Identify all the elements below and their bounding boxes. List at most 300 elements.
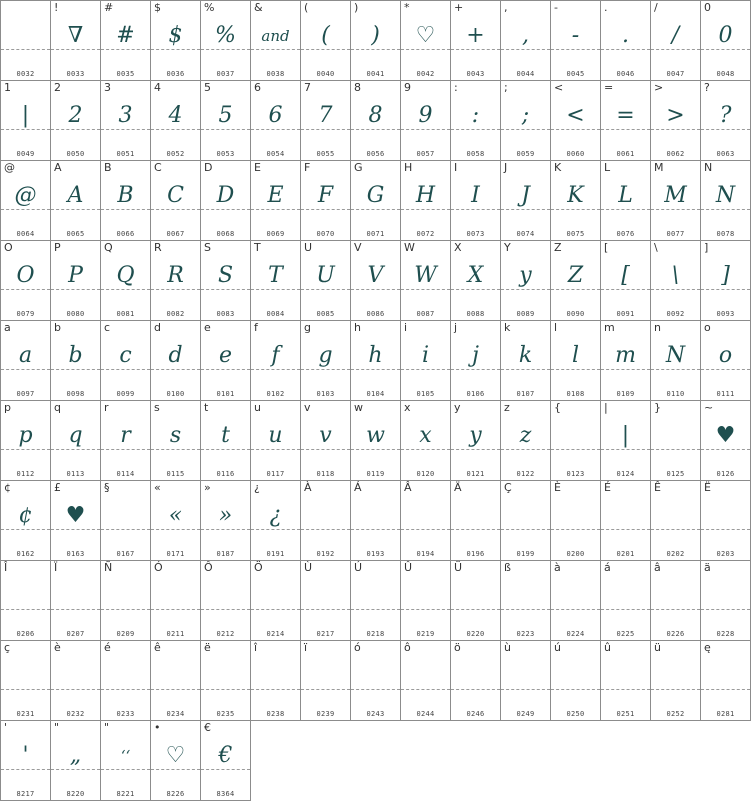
glyph-code: 0101 xyxy=(216,390,235,398)
glyph-cell xyxy=(251,481,301,561)
glyph-char-label: ó xyxy=(354,641,361,654)
glyph-code: 0214 xyxy=(266,630,285,638)
glyph-cell xyxy=(401,401,451,481)
glyph-cell xyxy=(651,641,701,721)
glyph-char-label: o xyxy=(704,321,711,334)
glyph-code: 0226 xyxy=(666,630,685,638)
glyph-code: 0124 xyxy=(616,470,635,478)
glyph-code: 0055 xyxy=(316,150,335,158)
glyph-char-label: s xyxy=(154,401,160,414)
glyph-code: 8226 xyxy=(166,790,185,798)
glyph-code: 0035 xyxy=(116,70,135,78)
glyph-char-label: Ó xyxy=(154,561,163,574)
glyph-code: 0235 xyxy=(216,710,235,718)
glyph-code: 0162 xyxy=(16,550,35,558)
glyph-cell xyxy=(601,161,651,241)
glyph-code: 0065 xyxy=(66,230,85,238)
glyph-sample: g xyxy=(318,343,333,368)
glyph-cell xyxy=(551,81,601,161)
glyph-cell xyxy=(701,561,751,641)
glyph-sample: Z xyxy=(567,263,584,288)
glyph-sample: R xyxy=(167,263,184,288)
glyph-char-label: • xyxy=(154,721,161,734)
glyph-code: 0092 xyxy=(666,310,685,318)
glyph-char-label: 3 xyxy=(104,81,111,94)
glyph-cell xyxy=(451,0,501,81)
glyph-cell xyxy=(201,241,251,321)
glyph-sample: E xyxy=(267,183,284,208)
glyph-cell xyxy=(151,0,201,81)
glyph-code: 0081 xyxy=(116,310,135,318)
glyph-sample xyxy=(601,575,650,617)
glyph-sample: ♥ xyxy=(715,423,736,448)
glyph-sample: q xyxy=(68,423,83,448)
glyph-sample: i xyxy=(421,343,430,368)
glyph-char-label: U xyxy=(304,241,313,254)
glyph-sample xyxy=(51,655,100,697)
glyph-sample: 5 xyxy=(218,103,233,128)
glyph-sample xyxy=(551,415,600,457)
glyph-sample: 0 xyxy=(718,23,733,48)
glyph-cell xyxy=(651,81,701,161)
glyph-char-label: ú xyxy=(554,641,561,654)
glyph-code: 0093 xyxy=(716,310,735,318)
glyph-sample: w xyxy=(366,423,385,448)
glyph-cell xyxy=(151,561,201,641)
glyph-char-label: ß xyxy=(504,561,511,574)
glyph-code: 0078 xyxy=(716,230,735,238)
glyph-cell xyxy=(101,0,151,81)
glyph-char-label: F xyxy=(304,161,311,174)
glyph-cell xyxy=(151,241,201,321)
glyph-char-label: ( xyxy=(304,1,309,14)
glyph-sample: ¿ xyxy=(269,503,282,528)
glyph-cell xyxy=(351,561,401,641)
glyph-code: 0115 xyxy=(166,470,185,478)
glyph-char-label: ¿ xyxy=(254,481,260,494)
glyph-cell xyxy=(101,321,151,401)
glyph-cell xyxy=(501,0,551,81)
glyph-code: 0045 xyxy=(566,70,585,78)
glyph-cell xyxy=(101,81,151,161)
glyph-code: 0086 xyxy=(366,310,385,318)
glyph-cell xyxy=(201,321,251,401)
glyph-code: 0211 xyxy=(166,630,185,638)
glyph-sample: D xyxy=(216,183,235,208)
glyph-char-label: î xyxy=(254,641,258,654)
glyph-code: 0126 xyxy=(716,470,735,478)
glyph-sample: s xyxy=(169,423,182,448)
glyph-code: 0041 xyxy=(366,70,385,78)
glyph-cell xyxy=(351,641,401,721)
glyph-sample xyxy=(651,415,700,457)
glyph-sample: u xyxy=(268,423,283,448)
glyph-cell xyxy=(701,481,751,561)
glyph-char-label: l xyxy=(554,321,558,334)
glyph-sample xyxy=(601,655,650,697)
glyph-code: 0114 xyxy=(116,470,135,478)
glyph-sample: ] xyxy=(721,263,730,288)
glyph-char-label: Ä xyxy=(454,481,462,494)
glyph-char-label: + xyxy=(454,1,464,14)
glyph-code: 0072 xyxy=(416,230,435,238)
glyph-cell xyxy=(501,401,551,481)
glyph-cell xyxy=(0,0,51,81)
glyph-cell xyxy=(651,241,701,321)
glyph-sample: I xyxy=(471,183,480,208)
glyph-sample: o xyxy=(718,343,733,368)
glyph-cell xyxy=(651,401,701,481)
glyph-cell xyxy=(51,401,101,481)
glyph-code: 0068 xyxy=(216,230,235,238)
glyph-code: 0117 xyxy=(266,470,285,478)
glyph-char-label: ? xyxy=(704,81,710,94)
glyph-char-label: S xyxy=(204,241,211,254)
glyph-char-label: « xyxy=(154,481,161,494)
glyph-char-label: D xyxy=(204,161,213,174)
glyph-char-label: : xyxy=(454,81,458,94)
glyph-cell xyxy=(0,321,51,401)
glyph-sample: ) xyxy=(371,23,380,48)
glyph-cell xyxy=(651,481,701,561)
glyph-sample: + xyxy=(466,23,485,48)
glyph-code: 0281 xyxy=(716,710,735,718)
glyph-sample: . xyxy=(622,23,629,48)
glyph-sample: p xyxy=(18,423,33,448)
glyph-code: 0121 xyxy=(466,470,485,478)
glyph-cell xyxy=(401,0,451,81)
glyph-char-label: 1 xyxy=(4,81,11,94)
glyph-code: 0249 xyxy=(516,710,535,718)
glyph-cell xyxy=(151,401,201,481)
glyph-cell xyxy=(501,241,551,321)
glyph-code: 0120 xyxy=(416,470,435,478)
glyph-cell xyxy=(51,641,101,721)
glyph-sample: « xyxy=(168,503,183,528)
glyph-cell xyxy=(301,481,351,561)
glyph-sample: ‘‘ xyxy=(120,747,131,765)
glyph-cell xyxy=(351,241,401,321)
glyph-cell xyxy=(601,81,651,161)
glyph-cell xyxy=(201,721,251,801)
glyph-cell xyxy=(551,641,601,721)
glyph-char-label: B xyxy=(104,161,112,174)
glyph-char-label: / xyxy=(654,1,658,14)
glyph-char-label: ] xyxy=(704,241,709,254)
glyph-sample: ∇ xyxy=(67,23,84,48)
glyph-sample: e xyxy=(218,343,233,368)
glyph-cell xyxy=(701,241,751,321)
glyph-sample: 3 xyxy=(118,103,133,128)
glyph-char-label: [ xyxy=(604,241,609,254)
glyph-char-label: E xyxy=(254,161,261,174)
glyph-sample: € xyxy=(218,743,233,768)
glyph-sample xyxy=(501,575,550,617)
glyph-code: 0052 xyxy=(166,150,185,158)
glyph-char-label: . xyxy=(604,1,608,14)
glyph-cell xyxy=(301,641,351,721)
glyph-sample xyxy=(151,655,200,697)
glyph-cell xyxy=(151,721,201,801)
glyph-sample xyxy=(301,655,350,697)
glyph-char-label: Z xyxy=(554,241,562,254)
glyph-char-label: ¢ xyxy=(4,481,11,494)
glyph-char-label: ë xyxy=(204,641,211,654)
glyph-char-label: Â xyxy=(404,481,412,494)
glyph-code: 0071 xyxy=(366,230,385,238)
glyph-code: 0103 xyxy=(316,390,335,398)
glyph-code: 0063 xyxy=(716,150,735,158)
glyph-cell xyxy=(301,401,351,481)
glyph-code: 0199 xyxy=(516,550,535,558)
glyph-char-label: È xyxy=(554,481,561,494)
glyph-sample: | xyxy=(621,423,630,448)
glyph-code: 0231 xyxy=(16,710,35,718)
glyph-sample: U xyxy=(316,263,335,288)
glyph-cell xyxy=(301,0,351,81)
glyph-sample: l xyxy=(571,343,580,368)
glyph-cell xyxy=(51,81,101,161)
glyph-sample: S xyxy=(217,263,234,288)
glyph-sample: 4 xyxy=(168,103,183,128)
glyph-char-label: t xyxy=(204,401,209,414)
glyph-code: 0099 xyxy=(116,390,135,398)
glyph-code: 0251 xyxy=(616,710,635,718)
glyph-code: 0217 xyxy=(316,630,335,638)
glyph-char-label: 0 xyxy=(704,1,711,14)
glyph-code: 0076 xyxy=(616,230,635,238)
glyph-code: 0111 xyxy=(716,390,735,398)
glyph-char-label: R xyxy=(154,241,162,254)
glyph-sample xyxy=(301,575,350,617)
glyph-sample: | xyxy=(21,103,30,128)
glyph-code: 0193 xyxy=(366,550,385,558)
glyph-sample: r xyxy=(120,423,131,448)
glyph-cell xyxy=(201,0,251,81)
glyph-sample: f xyxy=(271,343,280,368)
glyph-code: 0042 xyxy=(416,70,435,78)
glyph-char-label: q xyxy=(54,401,61,414)
glyph-sample: 8 xyxy=(368,103,383,128)
glyph-sample: P xyxy=(68,263,83,288)
glyph-sample: „ xyxy=(69,743,82,768)
glyph-char-label: ; xyxy=(504,81,508,94)
glyph-char-label: G xyxy=(354,161,363,174)
glyph-char-label: Ë xyxy=(704,481,711,494)
glyph-sample: d xyxy=(168,343,183,368)
glyph-sample xyxy=(551,655,600,697)
glyph-sample: G xyxy=(366,183,385,208)
glyph-char-label: Ö xyxy=(254,561,263,574)
glyph-char-label: ~ xyxy=(704,401,714,414)
glyph-code: 0056 xyxy=(366,150,385,158)
glyph-code: 0212 xyxy=(216,630,235,638)
glyph-cell xyxy=(551,321,601,401)
glyph-char-label: ) xyxy=(354,1,359,14)
glyph-char-label: 9 xyxy=(404,81,411,94)
glyph-code: 0232 xyxy=(66,710,85,718)
glyph-cell xyxy=(551,161,601,241)
glyph-cell xyxy=(701,0,751,81)
glyph-sample: N xyxy=(715,183,736,208)
glyph-code: 0083 xyxy=(216,310,235,318)
glyph-cell xyxy=(501,161,551,241)
glyph-code: 0037 xyxy=(216,70,235,78)
glyph-char-label: ê xyxy=(154,641,161,654)
glyph-cell xyxy=(451,161,501,241)
glyph-sample: a xyxy=(18,343,33,368)
glyph-cell xyxy=(0,241,51,321)
glyph-cell xyxy=(601,641,651,721)
glyph-cell xyxy=(0,561,51,641)
glyph-sample: / xyxy=(671,23,680,48)
glyph-sample xyxy=(101,495,150,537)
glyph-sample: h xyxy=(368,343,383,368)
glyph-char-label: d xyxy=(154,321,161,334)
glyph-code: 0110 xyxy=(666,390,685,398)
glyph-sample: - xyxy=(571,23,580,48)
glyph-char-label: " xyxy=(54,721,60,734)
glyph-cell xyxy=(101,401,151,481)
glyph-cell xyxy=(451,401,501,481)
glyph-code: 0246 xyxy=(466,710,485,718)
glyph-sample: J xyxy=(521,183,530,208)
glyph-cell xyxy=(701,81,751,161)
glyph-cell xyxy=(601,321,651,401)
glyph-sample xyxy=(301,495,350,537)
glyph-char-label: è xyxy=(54,641,61,654)
glyph-sample: ' xyxy=(22,743,29,768)
glyph-code: 0191 xyxy=(266,550,285,558)
glyph-code: 0244 xyxy=(416,710,435,718)
glyph-char-label: M xyxy=(654,161,664,174)
glyph-char-label: ô xyxy=(404,641,411,654)
glyph-code: 0234 xyxy=(166,710,185,718)
glyph-sample: b xyxy=(68,343,83,368)
glyph-code: 0123 xyxy=(566,470,585,478)
glyph-sample xyxy=(1,575,50,617)
glyph-code: 0118 xyxy=(316,470,335,478)
glyph-code: 0109 xyxy=(616,390,635,398)
glyph-code: 0225 xyxy=(616,630,635,638)
glyph-char-label: O xyxy=(4,241,13,254)
glyph-char-label: ü xyxy=(654,641,661,654)
glyph-code: 0223 xyxy=(516,630,535,638)
glyph-char-label: Ù xyxy=(304,561,313,574)
glyph-char-label: - xyxy=(554,1,558,14)
glyph-cell xyxy=(201,81,251,161)
glyph-cell xyxy=(551,561,601,641)
glyph-cell xyxy=(251,81,301,161)
glyph-sample xyxy=(651,575,700,617)
glyph-sample xyxy=(101,655,150,697)
glyph-cell xyxy=(601,481,651,561)
glyph-code: 0049 xyxy=(16,150,35,158)
glyph-sample: > xyxy=(666,103,685,128)
glyph-cell xyxy=(501,561,551,641)
glyph-cell xyxy=(101,241,151,321)
glyph-sample xyxy=(201,575,250,617)
glyph-code: 0100 xyxy=(166,390,185,398)
glyph-sample xyxy=(101,575,150,617)
glyph-cell xyxy=(401,481,451,561)
glyph-char-label: n xyxy=(654,321,661,334)
glyph-cell xyxy=(151,161,201,241)
glyph-code: 0106 xyxy=(466,390,485,398)
glyph-code: 0048 xyxy=(716,70,735,78)
glyph-char-label: y xyxy=(454,401,461,414)
glyph-char-label: H xyxy=(404,161,413,174)
glyph-char-label: ä xyxy=(704,561,711,574)
glyph-code: 0209 xyxy=(116,630,135,638)
glyph-code: 0075 xyxy=(566,230,585,238)
glyph-code: 0218 xyxy=(366,630,385,638)
glyph-code: 0036 xyxy=(166,70,185,78)
glyph-code: 0090 xyxy=(566,310,585,318)
glyph-code: 0112 xyxy=(16,470,35,478)
glyph-char-label: " xyxy=(104,721,110,734)
glyph-char-label: § xyxy=(104,481,110,494)
glyph-sample: M xyxy=(664,183,687,208)
glyph-sample xyxy=(401,495,450,537)
glyph-char-label: > xyxy=(654,81,664,94)
glyph-sample xyxy=(551,495,600,537)
glyph-sample: ¢ xyxy=(18,503,33,528)
glyph-cell xyxy=(201,401,251,481)
glyph-char-label: ę xyxy=(704,641,711,654)
glyph-char-label: } xyxy=(654,401,661,414)
glyph-code: 0064 xyxy=(16,230,35,238)
glyph-char-label: a xyxy=(4,321,11,334)
glyph-code: 0060 xyxy=(566,150,585,158)
glyph-cell xyxy=(451,561,501,641)
glyph-cell xyxy=(51,241,101,321)
glyph-sample: ( xyxy=(321,23,330,48)
glyph-cell xyxy=(101,561,151,641)
glyph-code: 0194 xyxy=(416,550,435,558)
glyph-char-label: A xyxy=(54,161,62,174)
glyph-char-label: ' xyxy=(4,721,8,734)
glyph-code: 0224 xyxy=(566,630,585,638)
glyph-char-label: 4 xyxy=(154,81,161,94)
glyph-cell xyxy=(501,481,551,561)
glyph-cell xyxy=(401,241,451,321)
glyph-code: 8364 xyxy=(216,790,235,798)
glyph-cell xyxy=(301,81,351,161)
glyph-cell xyxy=(701,641,751,721)
glyph-char-label: e xyxy=(204,321,211,334)
glyph-char-label: É xyxy=(604,481,611,494)
glyph-code: 0220 xyxy=(466,630,485,638)
glyph-sample: and xyxy=(261,27,290,45)
glyph-sample xyxy=(551,575,600,617)
glyph-code: 0062 xyxy=(666,150,685,158)
glyph-char-label: L xyxy=(604,161,611,174)
glyph-char-label: T xyxy=(254,241,261,254)
glyph-cell xyxy=(0,161,51,241)
glyph-cell xyxy=(601,401,651,481)
glyph-char-label: h xyxy=(354,321,361,334)
glyph-sample: : xyxy=(471,103,480,128)
glyph-code: 0091 xyxy=(616,310,635,318)
glyph-char-label: X xyxy=(454,241,462,254)
glyph-sample: # xyxy=(116,23,135,48)
glyph-code: 0171 xyxy=(166,550,185,558)
glyph-char-label: 6 xyxy=(254,81,261,94)
glyph-sample: = xyxy=(616,103,635,128)
glyph-code: 0061 xyxy=(616,150,635,158)
glyph-sample: k xyxy=(518,343,533,368)
